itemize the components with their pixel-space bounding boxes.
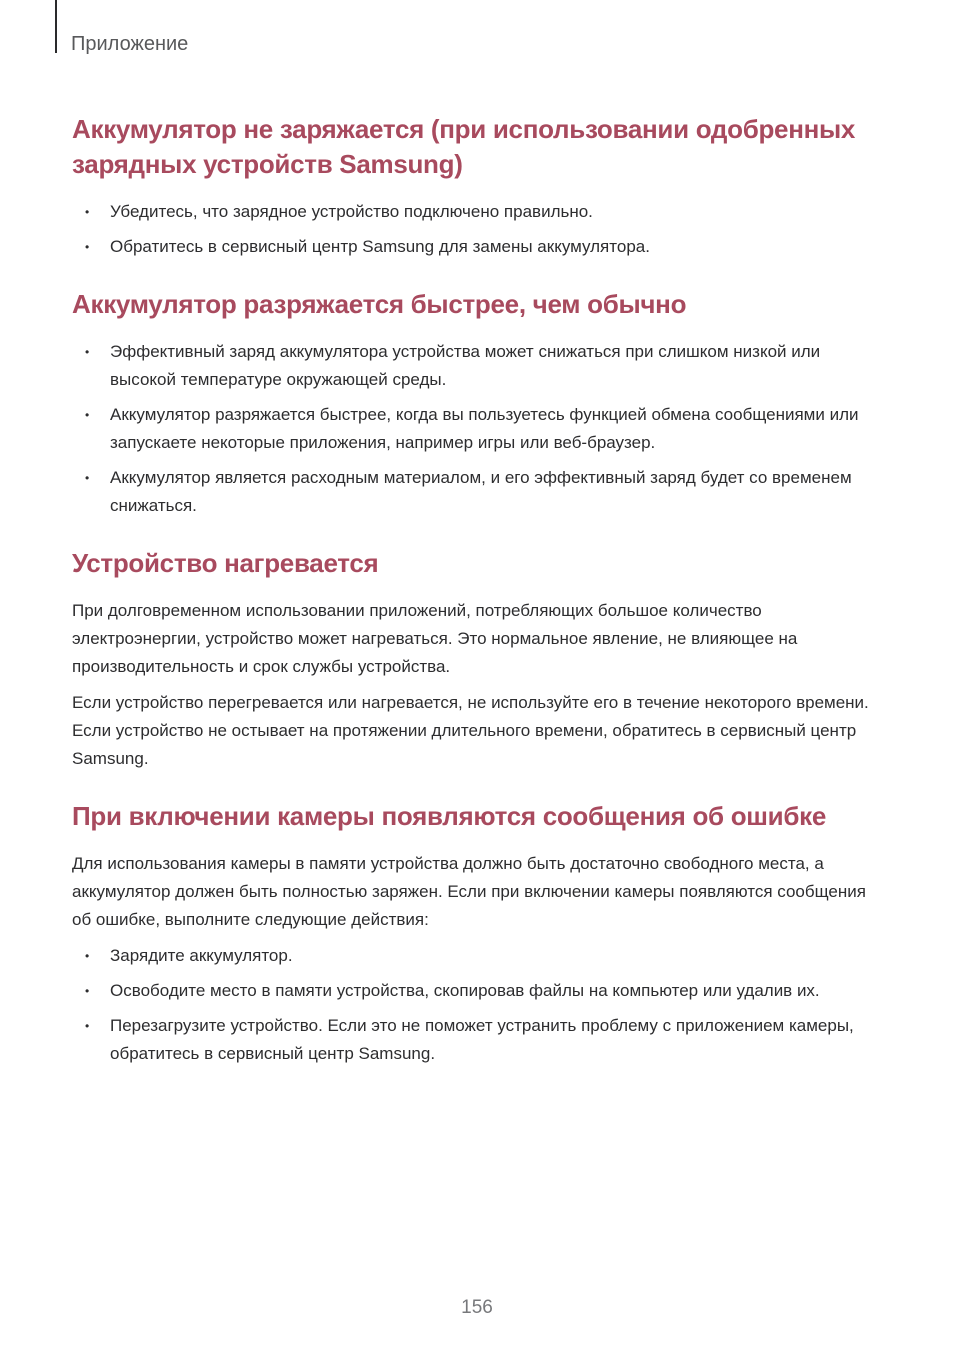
list-item — [72, 1012, 886, 1068]
list-item-text: Перезагрузите устройство. Если это не поможет устранить проблему с приложением камеры, обратитесь в сервисный центр Samsung. — [110, 1016, 854, 1063]
section-heading: При включении камеры появляются сообщения об ошибке — [72, 801, 826, 831]
section-battery-not-charging — [72, 112, 886, 261]
paragraph: Для использования камеры в памяти устройства должно быть достаточно свободного места, а аккумулятор должен быть полностью заряжен. Если при включении камеры появляются сообщения об ошибке, выполните следующие действия: — [72, 854, 866, 929]
paragraph: При долговременном использовании приложений, потребляющих большое количество электроэнергии, устройство может нагреваться. Это нормальное явление, не влияющее на производительность и срок службы устройства. — [72, 601, 798, 676]
list-item — [72, 401, 886, 457]
bullet-list — [72, 198, 886, 261]
bullet-icon: • — [85, 205, 90, 219]
bullet-list — [72, 338, 886, 520]
list-item-text: Зарядите аккумулятор. — [110, 946, 293, 965]
list-item-text: Аккумулятор разряжается быстрее, когда вы пользуетесь функцией обмена сообщениями или запускаете некоторые приложения, например игры или веб-браузер. — [110, 405, 859, 452]
list-item-text: Эффективный заряд аккумулятора устройства может снижаться при слишком низкой или высокой температуре окружающей среды. — [110, 342, 821, 389]
header-rule — [55, 0, 57, 53]
list-item — [72, 233, 886, 261]
list-item-text: Обратитесь в сервисный центр Samsung для замены аккумулятора. — [110, 237, 650, 256]
paragraph: Если устройство перегревается или нагревается, не используйте его в течение некоторого времени. Если устройство не остывает на протяжении длительного времени, обратитесь в сервисный центр Samsung. — [72, 693, 869, 768]
list-item-text: Освободите место в памяти устройства, скопировав файлы на компьютер или удалив их. — [110, 981, 820, 1000]
list-item — [72, 198, 886, 226]
list-item — [72, 338, 886, 394]
section-heading: Устройство нагревается — [72, 548, 379, 578]
section-heading: Аккумулятор не заряжается (при использовании одобренных зарядных устройств Samsung) — [72, 114, 856, 179]
bullet-icon: • — [85, 408, 90, 422]
section-camera-errors — [72, 799, 886, 1068]
chapter-title: Приложение — [71, 33, 189, 55]
bullet-icon: • — [85, 471, 90, 485]
section-battery-drains-fast — [72, 287, 886, 520]
bullet-icon: • — [85, 345, 90, 359]
list-item — [72, 977, 886, 1005]
page-header — [0, 0, 954, 60]
bullet-icon: • — [85, 984, 90, 998]
page-content — [72, 100, 886, 1076]
section-device-hot — [72, 546, 886, 773]
bullet-icon: • — [85, 240, 90, 254]
list-item-text: Аккумулятор является расходным материалом, и его эффективный заряд будет со временем снижаться. — [110, 468, 852, 515]
bullet-icon: • — [85, 949, 90, 963]
section-heading: Аккумулятор разряжается быстрее, чем обычно — [72, 289, 687, 319]
bullet-list — [72, 942, 886, 1068]
list-item — [72, 942, 886, 970]
list-item — [72, 464, 886, 520]
page-number: 156 — [461, 1297, 493, 1318]
page-footer — [0, 1296, 954, 1320]
bullet-icon: • — [85, 1019, 90, 1033]
list-item-text: Убедитесь, что зарядное устройство подключено правильно. — [110, 202, 593, 221]
